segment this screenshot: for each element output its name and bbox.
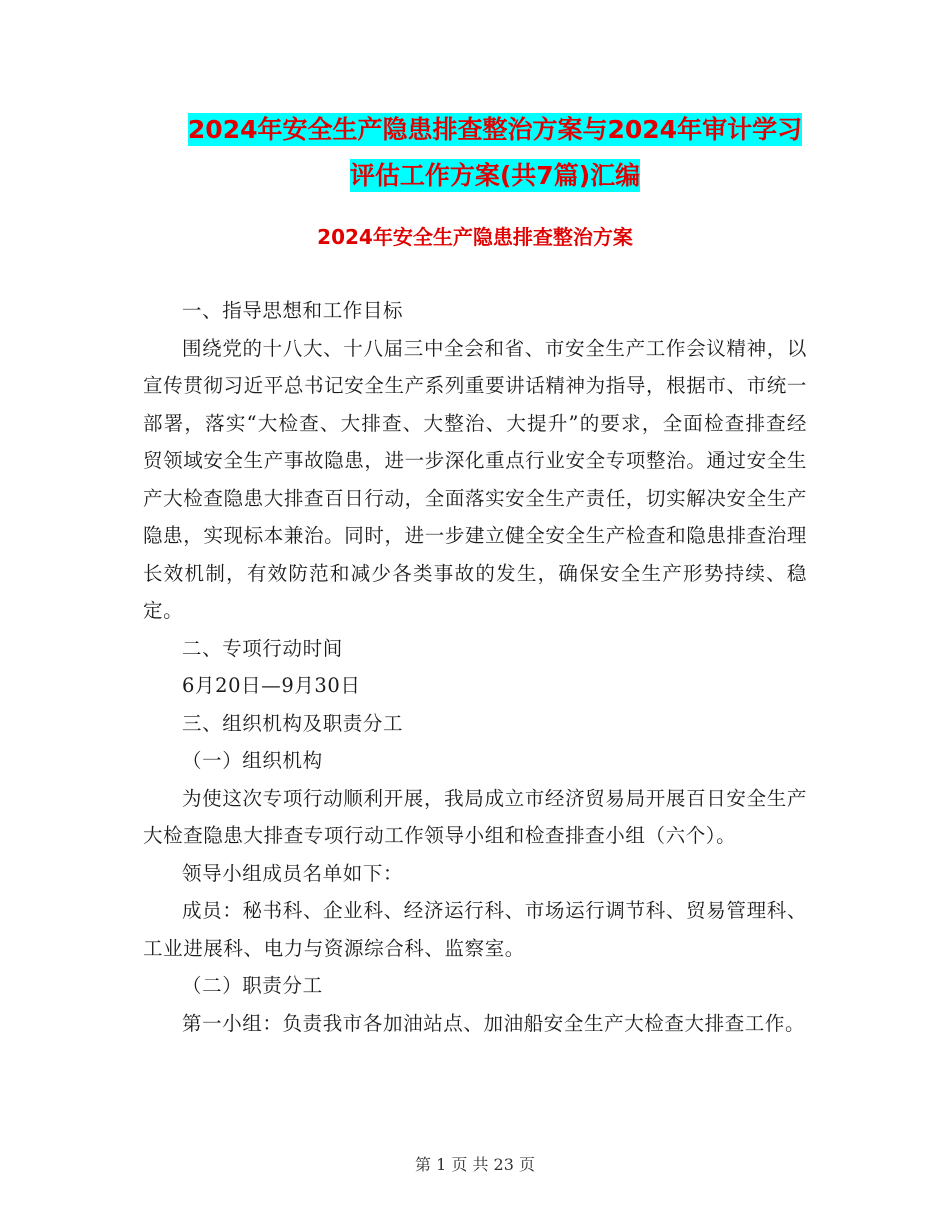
paragraph-group-one: 第一小组：负责我市各加油站点、加油船安全生产大检查大排查工作。 xyxy=(182,1011,806,1035)
section-title: 2024年安全生产隐患排查整治方案 xyxy=(317,225,633,249)
document-title-line1 xyxy=(120,110,870,150)
subheading-organization: （一）组织机构 xyxy=(182,749,323,772)
paragraph-guiding-thought: 围绕党的十八大、十八届三中全会和省、市安全生产工作会议精神，以宣传贯彻习近平总书记安全生产系列重要讲话精神为指导，根据市、市统一部署，落实“大检查、大排查、大整治、大提升”的要求，全面检查排查经贸领域安全生产事故隐患，进一步深化重点行业安全专项整治。通过安全生产大检查隐患大排查百日行动，全面落实安全生产责任，切实解决安全生产隐患，实现标本兼治。同时，进一步建立健全安全生产检查和隐患排查治理长效机制，有效防范和减少各类事故的发生，确保安全生产形势持续、稳定。 xyxy=(143,336,807,622)
heading-organization: 三、组织机构及职责分工 xyxy=(182,711,404,735)
paragraph-members: 成员：秘书科、企业科、经济运行科、市场运行调节科、贸易管理科、工业进展科、电力与资源综合科、监察室。 xyxy=(143,899,807,960)
paragraph-leadership-list: 领导小组成员名单如下： xyxy=(182,861,404,885)
paragraph-organization: 为使这次专项行动顺利开展，我局成立市经济贸易局开展百日安全生产大检查隐患大排查专项行动工作领导小组和检查排查小组（六个）。 xyxy=(143,786,807,847)
document-title-line1-text: 2024年安全生产隐患排查整治方案与2024年审计学习 xyxy=(187,115,803,144)
document-title-line2-text: 评估工作方案(共7篇)汇编 xyxy=(349,161,641,190)
document-title-line2 xyxy=(120,156,870,196)
page-footer: 第 1 页 共 23 页 xyxy=(415,1155,535,1174)
heading-action-time: 二、专项行动时间 xyxy=(182,636,343,660)
heading-guiding-thought: 一、指导思想和工作目标 xyxy=(182,299,404,322)
paragraph-action-time: 6月20日—9月30日 xyxy=(182,674,361,697)
document-body xyxy=(143,292,807,1042)
subheading-responsibilities: （二）职责分工 xyxy=(182,974,323,997)
